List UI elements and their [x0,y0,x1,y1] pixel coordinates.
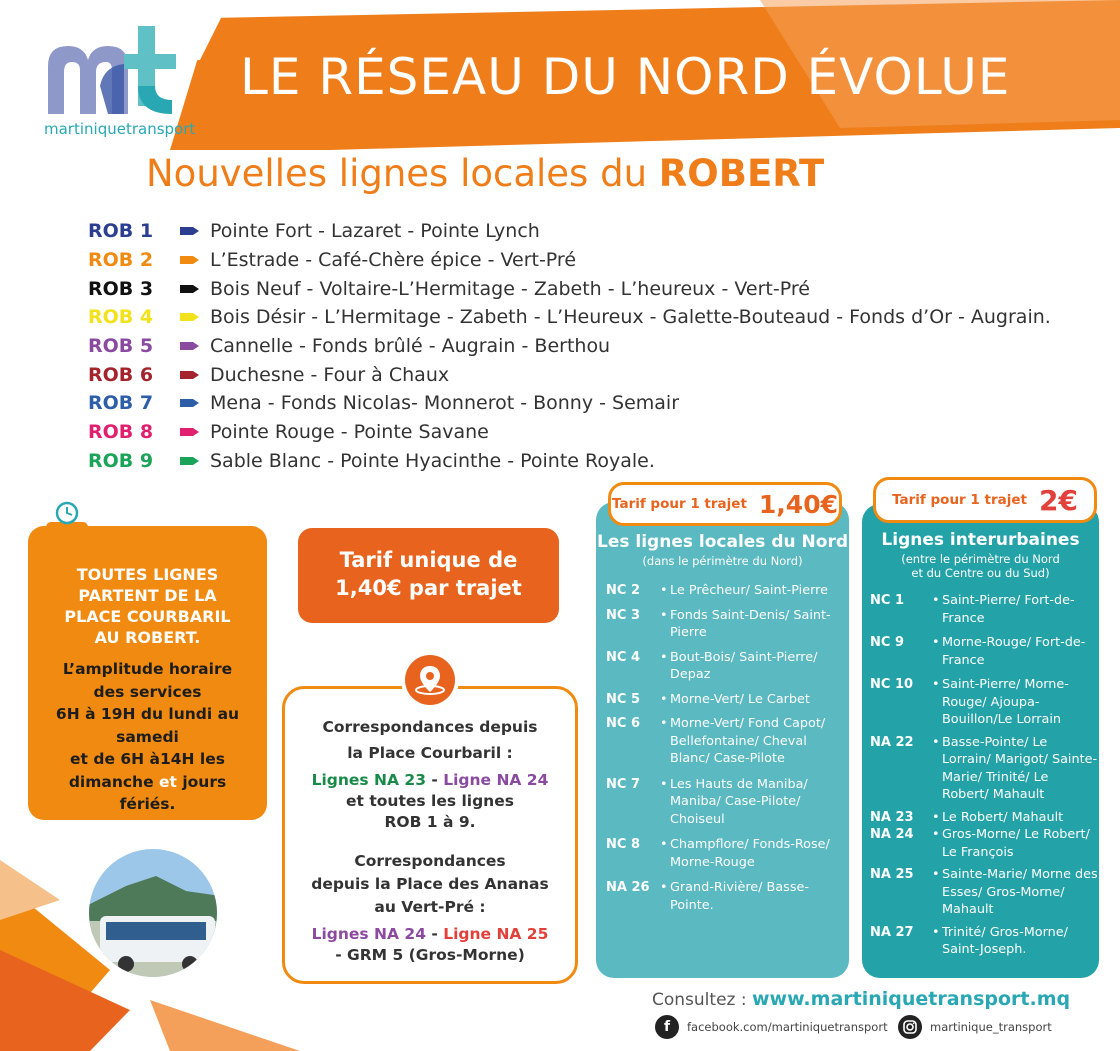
corr-text: ROB 1 à 9. [384,813,476,831]
panel-title: Les lignes locales du Nord [597,532,848,552]
logo-text [44,120,195,138]
line-code: NC 9 [870,635,904,650]
route-stops: Duchesne - Four à Chaux [210,363,450,386]
corr-line-na24: Lignes NA 24 [311,925,426,943]
bullet: • [660,776,668,792]
line-code: NA 24 [870,827,914,842]
arrow-icon [180,370,200,380]
tarif-tag-interurban [873,477,1097,523]
line-row [862,826,1099,861]
bullet: • [932,867,940,882]
instagram-link[interactable] [898,1015,1052,1039]
line-row [596,776,849,829]
facebook-link[interactable] [655,1015,888,1039]
schedule-line: L’amplitude horaire [62,660,233,678]
line-row [596,649,849,684]
line-stops: Fonds Saint-Denis/ Saint-Pierre [670,607,831,640]
panel-subtitle: (dans le périmètre du Nord) [642,554,803,568]
tarif-tag-local [608,482,842,526]
route-code: ROB 5 [88,335,154,358]
route-stops: Pointe Rouge - Pointe Savane [210,421,489,444]
arrow-icon [180,427,200,437]
bullet: • [932,924,940,940]
corr-lines [285,924,575,945]
consult-label: Consultez : [652,990,752,1010]
arrow-icon [180,226,200,236]
page-title: LE RÉSEAU DU NORD ÉVOLUE [240,48,1011,106]
logo-icon [44,26,179,118]
arrow-icon [180,398,200,408]
schedule-line: et de 6H à14H les [70,750,225,768]
local-lines-list [596,582,849,914]
bullet: • [932,809,940,825]
corr-title: Correspondances depuis [322,718,538,736]
schedule-line: des services [93,682,202,701]
line-row [596,879,849,914]
logo-brand-2: transport [125,120,196,138]
route-row [88,418,1088,447]
line-stops: Gros-Morne/ Le Robert/ Le François [942,827,1090,860]
corr-line-na25: Ligne NA 25 [443,925,549,943]
line-stops: Basse-Pointe/ Le Lorrain/ Marigot/ Sainte-Marie/ Trinité/ Le Robert/ Mahault [942,734,1098,802]
route-list [88,217,1088,475]
line-stops: Morne-Vert/ Fond Capot/ Bellefontaine/ Cheval Blanc/ Case-Pilote [670,716,826,766]
route-row [88,332,1088,361]
route-code: ROB 4 [88,306,154,329]
corr-title: depuis la Place des Ananas [311,875,549,893]
route-stops: Bois Désir - L’Hermitage - Zabeth - L’Heureux - Galette-Bouteaud - Fonds d’Or - Augrain. [210,306,1051,329]
route-row [88,274,1088,303]
route-stops: Pointe Fort - Lazaret - Pointe Lynch [210,220,540,243]
schedule-line: PLACE COURBARIL [64,607,231,626]
line-stops: Le Prêcheur/ Saint-Pierre [670,583,828,598]
corr-line-na24: Ligne NA 24 [443,771,549,789]
line-stops: Saint-Pierre/ Morne-Rouge/ Ajoupa-Bouillon/Le Lorrain [942,677,1069,727]
tag-price: 2€ [1038,483,1078,517]
tarif-unique-box [298,528,559,623]
line-code: NA 26 [606,880,650,895]
line-row [862,634,1099,669]
bullet: • [660,837,668,852]
route-stops: L’Estrade - Café-Chère épice - Vert-Pré [210,249,577,272]
line-stops: Morne-Rouge/ Fort-de-France [942,635,1086,668]
schedule-line: AU ROBERT. [94,628,201,647]
bullet: • [932,593,940,608]
route-code: ROB 2 [88,249,154,272]
line-stops: Morne-Vert/ Le Carbet [670,691,810,707]
corr-line-na23: Lignes NA 23 [311,771,426,789]
tag-price: 1,40€ [758,489,838,519]
bullet: • [660,880,668,895]
arrow-icon [180,341,200,351]
line-row [862,809,1099,827]
corr-sep: - [425,771,444,789]
route-code: ROB 1 [88,220,154,243]
route-code: ROB 8 [88,421,154,444]
line-code: NA 25 [870,867,914,882]
tag-label: Tarif pour 1 trajet [612,496,747,512]
line-code: NC 5 [606,691,640,707]
subtitle-prefix: Nouvelles lignes locales du [146,152,659,195]
arrow-icon [180,456,200,466]
line-code: NA 27 [870,924,914,940]
line-row [596,715,849,768]
page-subtitle [146,152,824,195]
bullet: • [932,827,940,842]
line-row [596,607,849,642]
route-row [88,246,1088,275]
line-code: NC 6 [606,716,640,731]
bus-photo [86,846,220,980]
schedule-line: TOUTES LIGNES [76,565,219,584]
line-row [596,836,849,871]
facebook-icon: f [655,1015,679,1039]
bullet: • [932,677,940,692]
route-stops: Mena - Fonds Nicolas- Monnerot - Bonny - Semair [210,392,680,415]
route-code: ROB 3 [88,277,154,300]
line-code: NC 3 [606,607,640,623]
line-stops: Le Robert/ Mahault [942,809,1064,825]
arrow-icon [180,284,200,294]
panel-title: Lignes interurbaines [881,530,1080,550]
line-stops: Bout-Bois/ Saint-Pierre/ Depaz [670,649,818,682]
tarif-line: Tarif unique de [339,548,518,572]
route-code: ROB 7 [88,392,154,415]
instagram-handle: martinique_transport [930,1020,1052,1034]
line-code: NC 2 [606,583,640,598]
location-pin-icon [400,650,460,710]
bullet: • [932,635,940,650]
interurban-lines-list [862,592,1099,959]
line-row [862,734,1099,804]
line-row [862,866,1099,919]
logo-brand-1: martinique [44,120,126,138]
corr-title: Correspondances [354,852,506,870]
bullet: • [932,734,940,750]
route-row [88,303,1088,332]
line-code: NC 8 [606,837,640,852]
arrow-icon [180,312,200,322]
route-row [88,447,1088,476]
line-code: NC 10 [870,677,914,692]
line-row [862,924,1099,959]
schedule-line [42,771,253,794]
line-code: NC 4 [606,649,640,665]
panel-subtitle: (entre le périmètre du Nord [901,552,1060,566]
consult-line [652,988,1070,1010]
route-code: ROB 9 [88,449,154,472]
line-stops: Champflore/ Fonds-Rose/ Morne-Rouge [670,837,830,870]
schedule-line: fériés. [119,795,176,813]
website-link[interactable]: www.martiniquetransport.mq [751,988,1071,1010]
line-row [862,592,1099,627]
instagram-icon [898,1015,922,1039]
tag-label: Tarif pour 1 trajet [892,492,1027,508]
bullet: • [660,649,668,665]
line-code: NA 22 [870,734,914,750]
line-row [596,691,849,709]
route-row [88,360,1088,389]
interurban-lines-panel [862,504,1099,978]
corr-lines [285,770,575,791]
line-code: NC 1 [870,593,904,608]
schedule-part: jours [176,772,227,791]
route-row [88,217,1088,246]
line-stops: Grand-Rivière/ Basse-Pointe. [670,880,809,913]
route-code: ROB 6 [88,363,154,386]
line-stops: Trinité/ Gros-Morne/ Saint-Joseph. [942,924,1068,957]
arrow-icon [180,255,200,265]
line-stops: Les Hauts de Maniba/ Maniba/ Case-Pilote/ Choiseul [670,776,808,827]
bullet: • [660,583,668,598]
route-stops: Bois Neuf - Voltaire-L’Hermitage - Zabeth - L’heureux - Vert-Pré [210,277,810,300]
schedule-line: 6H à 19H du lundi au samedi [55,705,240,746]
panel-subtitle: et du Centre ou du Sud) [911,566,1050,580]
schedule-part: et [159,772,177,791]
facebook-handle: facebook.com/martiniquetransport [687,1020,888,1034]
schedule-part: dimanche [68,772,159,791]
line-row [596,582,849,600]
corr-sep: - [425,925,444,943]
bullet: • [660,716,668,731]
line-stops: Saint-Pierre/ Fort-de-France [942,593,1075,626]
line-row [862,676,1099,729]
tarif-line: 1,40€ par trajet [335,576,522,600]
corr-text: - GRM 5 (Gros-Morne) [335,946,525,964]
bullet: • [660,607,668,623]
corr-title: la Place Courbaril : [347,744,513,762]
correspondances-box [282,686,578,984]
corr-title: au Vert-Pré : [374,898,486,916]
route-stops: Cannelle - Fonds brûlé - Augrain - Berthou [210,335,611,358]
route-row [88,389,1088,418]
line-code: NC 7 [606,776,640,792]
local-lines-panel [596,502,849,978]
bullet: • [660,691,668,707]
schedule-line: PARTENT DE LA [78,586,217,605]
line-code: NA 23 [870,809,914,825]
subtitle-bold: ROBERT [658,152,825,195]
route-stops: Sable Blanc - Pointe Hyacinthe - Pointe Royale. [210,449,655,472]
corr-text: et toutes les lignes [346,792,514,810]
schedule-box [28,526,267,820]
line-stops: Sainte-Marie/ Morne des Esses/ Gros-Morne/ Mahault [942,867,1098,917]
